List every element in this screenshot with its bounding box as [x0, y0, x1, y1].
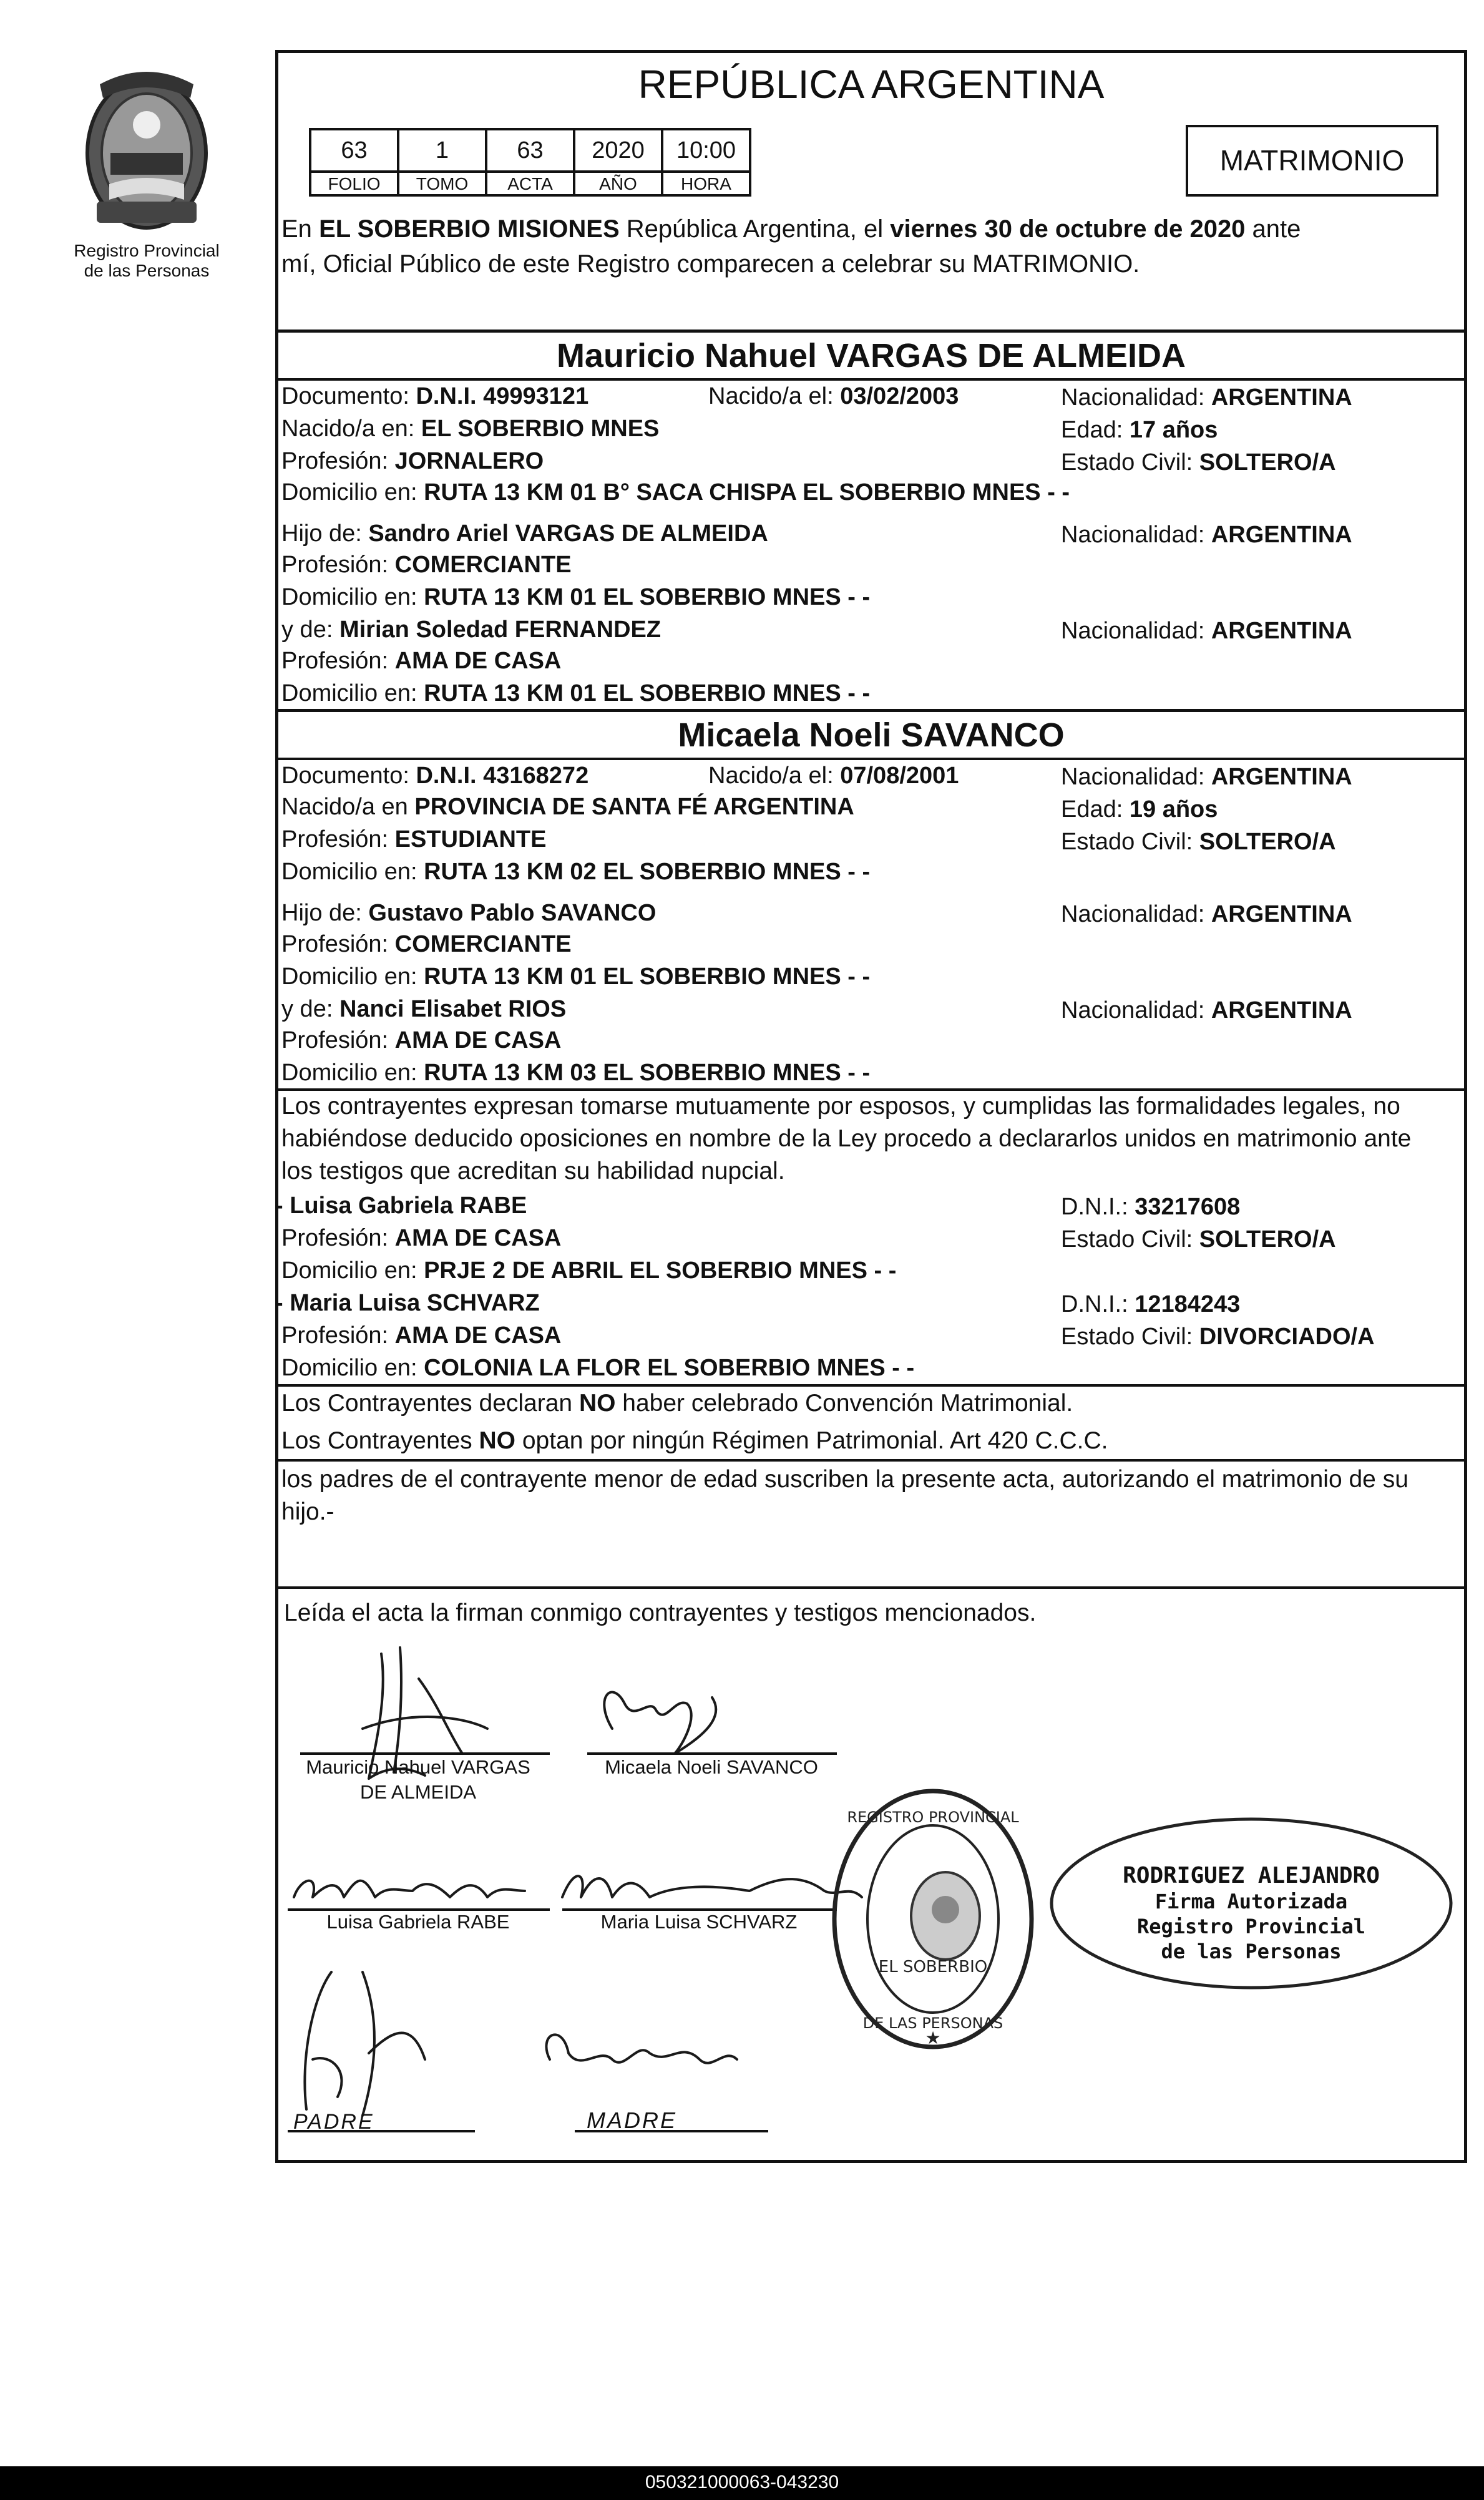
declaration-line-3: los testigos que acreditan su habilidad nupcial. [281, 1158, 785, 1184]
folio-label: FOLIO [309, 170, 399, 197]
value: RUTA 13 KM 01 EL SOBERBIO MNES - - [424, 680, 871, 706]
bride-father [281, 897, 656, 929]
label: y de: [281, 996, 339, 1022]
value: AMA DE CASA [394, 1322, 562, 1349]
bride-birthplace [281, 791, 854, 823]
bride-mother-address [281, 1057, 870, 1088]
label: Domicilio en: [281, 479, 424, 505]
bride-birthplace-value: PROVINCIA DE SANTA FÉ ARGENTINA [414, 794, 854, 820]
label: Documento: [281, 383, 416, 409]
intro-after: ante [1245, 215, 1301, 243]
label: Estado Civil: [1061, 449, 1199, 476]
label: Nacionalidad: [1061, 997, 1211, 1023]
bride-address-value: RUTA 13 KM 02 EL SOBERBIO MNES - - [424, 859, 871, 885]
intro-en: En [281, 215, 312, 243]
record-type-box: MATRIMONIO [1186, 125, 1438, 197]
registry-label-line1: Registro Provincial [74, 241, 220, 260]
tomo-label: TOMO [397, 170, 487, 197]
declaration-line-1: Los contrayentes expresan tomarse mutuamente por esposos, y cumplidas las formalidades legales, no [281, 1093, 1400, 1120]
groom-nationality-value: ARGENTINA [1211, 384, 1352, 411]
value: RUTA 13 KM 01 EL SOBERBIO MNES - - [424, 584, 871, 610]
svg-text:REGISTRO PROVINCIAL: REGISTRO PROVINCIAL [847, 1809, 1019, 1826]
label: Estado Civil: [1061, 1226, 1199, 1252]
label: Domicilio en: [281, 1355, 424, 1381]
groom-profession-value: JORNALERO [394, 448, 544, 474]
text: Los Contrayentes declaran [281, 1390, 579, 1417]
svg-text:★: ★ [925, 2028, 941, 2048]
bride-nationality [1061, 761, 1352, 793]
value: SOLTERO/A [1199, 1226, 1336, 1252]
bride-address [281, 856, 870, 887]
value: RUTA 13 KM 01 EL SOBERBIO MNES - - [424, 964, 871, 990]
bride-father-profession [281, 929, 572, 960]
intro-date: viernes 30 de octubre de 2020 [890, 215, 1246, 243]
value: AMA DE CASA [394, 1027, 562, 1053]
bride-signature [604, 1692, 716, 1754]
value: COMERCIANTE [394, 552, 572, 578]
groom-father-profession [281, 549, 572, 580]
folio-value: 63 [309, 128, 399, 173]
hour-value: 10:00 [661, 128, 751, 173]
label: Profesión: [281, 1322, 395, 1349]
bride-father-value: Gustavo Pablo SAVANCO [368, 900, 657, 926]
witness-1-signature-label: Luisa Gabriela RABE [326, 1911, 510, 1933]
label: y de: [281, 617, 339, 643]
label: Nacionalidad: [1061, 901, 1211, 927]
witness-2-civil [1061, 1321, 1375, 1352]
label: Estado Civil: [1061, 1324, 1199, 1350]
witness-1-civil [1061, 1224, 1336, 1255]
bride-dni: D.N.I. 43168272 [416, 763, 589, 789]
svg-text:EL SOBERBIO: EL SOBERBIO [878, 1958, 988, 1976]
official-line3: de las Personas [1161, 1940, 1342, 1963]
value: ARGENTINA [1211, 901, 1352, 927]
registry-seal-stamp [827, 1785, 1039, 2053]
groom-mother-value: Mirian Soledad FERNANDEZ [339, 617, 661, 643]
label: Domicilio en: [281, 584, 424, 610]
groom-signature-label [287, 1755, 549, 1805]
witness-2-signature-label: Maria Luisa SCHVARZ [600, 1911, 798, 1933]
registry-label-line2: de las Personas [84, 261, 210, 280]
witness-1-dni [1061, 1191, 1240, 1223]
label: Nacionalidad: [1061, 764, 1211, 790]
father-signature [305, 1972, 425, 2116]
value: AMA DE CASA [394, 1225, 562, 1251]
groom-civil-value: SOLTERO/A [1199, 449, 1336, 476]
value: COLONIA LA FLOR EL SOBERBIO MNES - - [424, 1355, 915, 1381]
bride-profession [281, 824, 546, 855]
intro-place: EL SOBERBIO MISIONES [319, 215, 620, 243]
bride-mother-nationality [1061, 995, 1352, 1026]
bride-signature-label: Micaela Noeli SAVANCO [605, 1756, 818, 1778]
groom-signature-label-line1: Mauricio Nahuel VARGAS [306, 1756, 530, 1778]
groom-age [1061, 414, 1218, 446]
value: ARGENTINA [1211, 618, 1352, 644]
divider [275, 1384, 1467, 1387]
bride-age-value: 19 años [1129, 796, 1218, 823]
witness-1-name: - Luisa Gabriela RABE [275, 1193, 527, 1219]
groom-address-value: RUTA 13 KM 01 B° SACA CHISPA EL SOBERBIO MNES - - [424, 479, 1070, 505]
svg-text:DE LAS PERSONAS: DE LAS PERSONAS [862, 2014, 1003, 2032]
value: 12184243 [1135, 1291, 1241, 1317]
label: Profesión: [281, 648, 395, 674]
intro-line-1 [281, 213, 1301, 245]
groom-mother-profession [281, 645, 561, 676]
value: PRJE 2 DE ABRIL EL SOBERBIO MNES - - [424, 1257, 897, 1284]
bride-mother-value: Nanci Elisabet RIOS [339, 996, 567, 1022]
label: Domicilio en: [281, 680, 424, 706]
value: ARGENTINA [1211, 997, 1352, 1023]
groom-signature-label-line2: DE ALMEIDA [359, 1781, 477, 1803]
province-crest [72, 59, 222, 240]
page-title: REPÚBLICA ARGENTINA [638, 62, 1105, 107]
convention-line [281, 1388, 1073, 1419]
groom-father [281, 518, 768, 549]
witness-2-dni [1061, 1289, 1240, 1320]
closing-statement: Leída el acta la firman conmigo contrayentes y testigos mencionados. [284, 1599, 1037, 1626]
bride-name: Micaela Noeli SAVANCO [678, 716, 1065, 754]
intro-mid: República Argentina, el [619, 215, 891, 243]
footer-code: 050321000063-043230 [645, 2472, 839, 2493]
year-label: AÑO [573, 170, 663, 197]
witness-1-signature [294, 1881, 525, 1897]
witness-1-address [281, 1255, 896, 1286]
groom-nationality [1061, 382, 1352, 413]
tomo-value: 1 [397, 128, 487, 173]
witness-2-name: - Maria Luisa SCHVARZ [275, 1290, 540, 1316]
acta-value: 63 [485, 128, 575, 173]
label: Profesión: [281, 826, 395, 852]
value: DIVORCIADO/A [1199, 1324, 1375, 1350]
label: D.N.I.: [1061, 1291, 1135, 1317]
groom-birthdate [708, 381, 959, 412]
label: D.N.I.: [1061, 1194, 1135, 1220]
bride-father-nationality [1061, 899, 1352, 930]
parents-note-line-2: hijo.- [281, 1498, 334, 1525]
groom-document [281, 381, 588, 412]
divider [275, 709, 1467, 712]
declaration-line-2: habiéndose deducido oposiciones en nombre de la Ley procedo a declararlos unidos en matrimonio ante [281, 1125, 1412, 1152]
groom-age-value: 17 años [1129, 417, 1218, 443]
official-stamp-text [1083, 1863, 1420, 1964]
regime-line [281, 1425, 1108, 1457]
father-signature-label: PADRE [293, 2110, 374, 2134]
text: optan por ningún Régimen Patrimonial. Art 420 C.C.C. [515, 1427, 1108, 1454]
label: Hijo de: [281, 520, 369, 547]
label: Profesión: [281, 552, 395, 578]
bride-civil-status [1061, 826, 1336, 857]
bride-mother-profession [281, 1025, 561, 1056]
groom-address [281, 477, 1070, 508]
groom-mother-address [281, 678, 870, 709]
label: Domicilio en: [281, 964, 424, 990]
label: Domicilio en: [281, 1060, 424, 1086]
groom-mother [281, 614, 661, 645]
registry-label [56, 241, 237, 281]
label: Estado Civil: [1061, 829, 1199, 855]
groom-dni: D.N.I. 49993121 [416, 383, 589, 409]
label: Nacionalidad: [1061, 522, 1211, 548]
label: Nacido/a el: [708, 383, 841, 409]
label: Domicilio en: [281, 1257, 424, 1284]
value: AMA DE CASA [394, 648, 562, 674]
label: Nacido/a en: [281, 416, 421, 442]
label: Profesión: [281, 1027, 395, 1053]
groom-profession [281, 446, 544, 477]
bride-profession-value: ESTUDIANTE [394, 826, 547, 852]
groom-father-address [281, 582, 870, 613]
groom-civil-status [1061, 447, 1336, 478]
official-name: RODRIGUEZ ALEJANDRO [1123, 1863, 1380, 1888]
value: RUTA 13 KM 03 EL SOBERBIO MNES - - [424, 1060, 871, 1086]
witness-1-profession [281, 1223, 561, 1254]
no-emphasis: NO [578, 1390, 616, 1417]
value: 33217608 [1135, 1194, 1241, 1220]
text: Los Contrayentes [281, 1427, 479, 1454]
no-emphasis: NO [479, 1427, 516, 1454]
groom-birthplace-value: EL SOBERBIO MNES [421, 416, 660, 442]
hour-label: HORA [661, 170, 751, 197]
label: Profesión: [281, 1225, 395, 1251]
label: Documento: [281, 763, 416, 789]
groom-name: Mauricio Nahuel VARGAS DE ALMEIDA [556, 337, 1186, 374]
bride-civil-value: SOLTERO/A [1199, 829, 1336, 855]
groom-birthdate-value: 03/02/2003 [840, 383, 959, 409]
witness-2-address [281, 1352, 914, 1384]
bride-age [1061, 794, 1218, 825]
intro-line-2: mí, Oficial Público de este Registro comparecen a celebrar su MATRIMONIO. [281, 250, 1140, 278]
divider [275, 330, 1467, 333]
official-line1: Firma Autorizada [1154, 1890, 1348, 1913]
bride-birthdate-value: 07/08/2001 [840, 763, 959, 789]
label: Nacido/a el: [708, 763, 841, 789]
official-line2: Registro Provincial [1136, 1915, 1366, 1938]
parents-note-line-1: los padres de el contrayente menor de edad suscriben la presente acta, autorizando el matrimonio de su [281, 1466, 1408, 1493]
witness-2-profession [281, 1320, 561, 1351]
value: COMERCIANTE [394, 931, 572, 957]
bride-document [281, 760, 588, 791]
bride-birthdate [708, 760, 959, 791]
label: Nacionalidad: [1061, 618, 1211, 644]
label: Edad: [1061, 417, 1130, 443]
label: Hijo de: [281, 900, 369, 926]
witness-2-signature [562, 1876, 862, 1897]
groom-father-value: Sandro Ariel VARGAS DE ALMEIDA [368, 520, 768, 547]
groom-mother-nationality [1061, 615, 1352, 647]
text: haber celebrado Convención Matrimonial. [615, 1390, 1073, 1417]
label: Profesión: [281, 931, 395, 957]
label: Nacionalidad: [1061, 384, 1211, 411]
divider [275, 1459, 1467, 1462]
groom-birthplace [281, 413, 659, 444]
mother-signature-label: MADRE [587, 2107, 678, 2133]
acta-label: ACTA [485, 170, 575, 197]
year-value: 2020 [573, 128, 663, 173]
groom-father-nationality [1061, 519, 1352, 550]
label: Edad: [1061, 796, 1130, 823]
mother-signature [546, 2034, 737, 2063]
bride-nationality-value: ARGENTINA [1211, 764, 1352, 790]
divider [275, 1586, 1467, 1589]
bride-father-address [281, 961, 870, 992]
label: Nacido/a en [281, 794, 415, 820]
value: ARGENTINA [1211, 522, 1352, 548]
label: Profesión: [281, 448, 395, 474]
bride-mother [281, 994, 566, 1025]
label: Domicilio en: [281, 859, 424, 885]
